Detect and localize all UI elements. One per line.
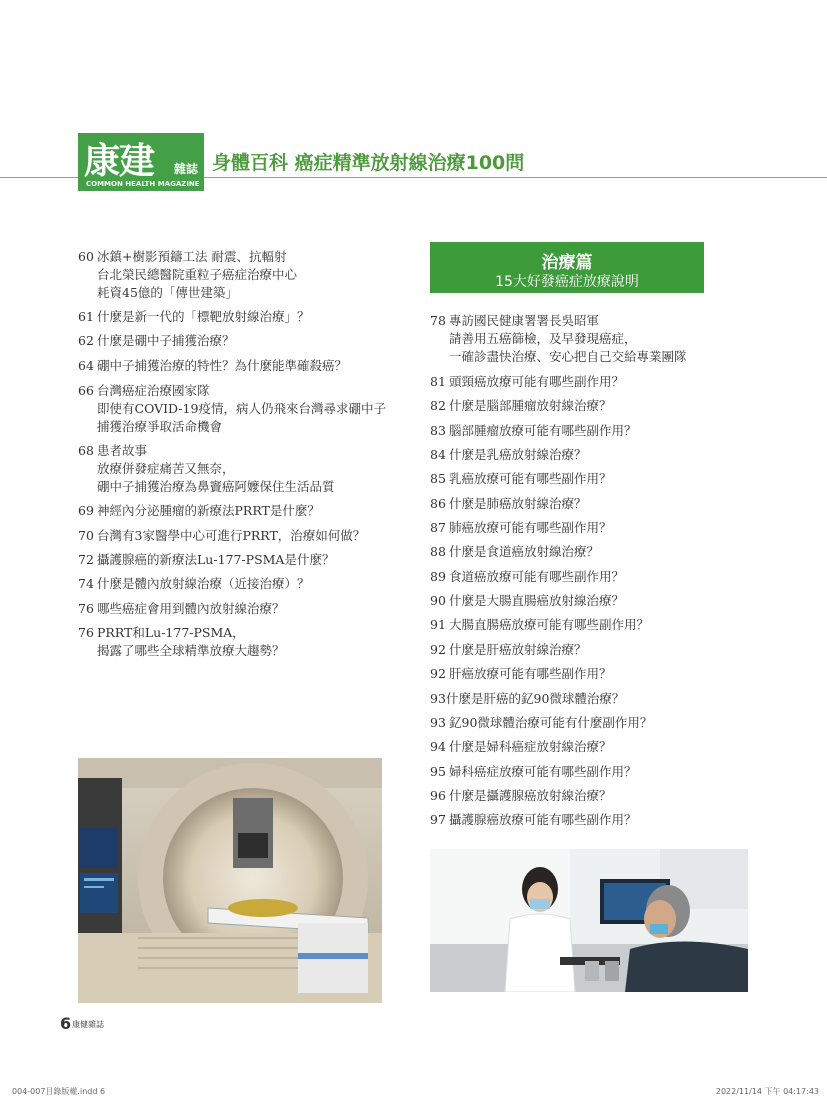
toc-line: 什麼是體內放射線治療（近接治療）？ (97, 576, 310, 591)
toc-line: 耗資45億的「傳世建築」 (97, 285, 238, 300)
toc-text: 什麼是攝護腺癌放射線治療？ (449, 788, 612, 803)
toc-line: 患者故事 (97, 443, 148, 458)
section-header-box (430, 242, 704, 293)
toc-line: 揭露了哪些全球精準放療大趨勢？ (97, 643, 285, 658)
toc-line: 硼中子捕獲治療為鼻竇癌阿嬤保住生活品質 (97, 479, 335, 494)
toc-line: 請善用五癌篩檢，及早發現癌症， (449, 331, 637, 346)
toc-page-number: 78 (430, 313, 446, 328)
toc-page-number: 88 (430, 544, 446, 559)
toc-page-number: 83 (430, 423, 446, 438)
toc-text (97, 382, 386, 436)
toc-page-number: 68 (78, 443, 94, 458)
toc-line: 攝護腺癌的新療法Lu-177-PSMA是什麼？ (97, 552, 335, 567)
footer-filename: 004-007目錄版權.indd 6 (12, 1087, 106, 1096)
toc-page-number: 76 (78, 601, 94, 616)
toc-line: 什麼是硼中子捕獲治療？ (97, 333, 235, 348)
doctor-consultation-illustration (430, 849, 748, 992)
toc-page-number: 81 (430, 374, 446, 389)
toc-text (97, 357, 347, 375)
toc-text (97, 248, 297, 302)
toc-text (97, 624, 285, 660)
toc-text (97, 600, 285, 618)
toc-page-number: 94 (430, 739, 446, 754)
toc-line: 捕獲治療爭取活命機會 (97, 419, 223, 434)
toc-line: 台灣有3家醫學中心可進行PRRT，治療如何做？ (97, 528, 366, 543)
toc-line: 什麼是新一代的「標靶放射線治療」？ (97, 309, 310, 324)
doctor-consultation-photo (430, 849, 748, 992)
toc-text: 肝癌放療可能有哪些副作用？ (449, 666, 612, 681)
logo-main-text: 康建 (84, 140, 155, 182)
footer-timestamp: 2022/11/14 下午 04:17:43 (715, 1087, 819, 1096)
toc-text: 什麼是腦部腫瘤放射線治療？ (449, 398, 612, 413)
toc-text: 什麼是婦科癌症放射線治療？ (449, 739, 612, 754)
toc-page-number: 92 (430, 666, 446, 681)
toc-page-number: 97 (430, 812, 446, 827)
magazine-logo (78, 133, 204, 191)
toc-text (97, 442, 335, 496)
toc-page-number: 90 (430, 593, 446, 608)
toc-line: 即使有COVID-19疫情，病人仍飛來台灣尋求硼中子 (97, 401, 386, 416)
toc-text (97, 502, 320, 520)
toc-text (97, 527, 365, 545)
toc-text: 婦科癌症放療可能有哪些副作用？ (449, 764, 637, 779)
logo-sub-text: 雜誌 (173, 162, 198, 176)
toc-page-number: 76 (78, 625, 94, 640)
toc-page-number: 66 (78, 383, 94, 398)
toc-text: 什麼是乳癌放射線治療？ (449, 447, 587, 462)
toc-line: 台灣癌症治療國家隊 (97, 383, 210, 398)
toc-text: 什麼是大腸直腸癌放射線治療？ (449, 593, 625, 608)
toc-text: 肺癌放療可能有哪些副作用？ (449, 520, 612, 535)
toc-page-number: 92 (430, 642, 446, 657)
toc-text: 什麼是肝癌放射線治療？ (449, 642, 587, 657)
toc-page-number: 69 (78, 503, 94, 518)
toc-line: 放療併發症痛苦又無奈， (97, 461, 235, 476)
radiotherapy-room-illustration (78, 758, 382, 1003)
toc-page-number: 74 (78, 576, 94, 591)
toc-page-number: 96 (430, 788, 446, 803)
toc-text: 頭頸癌放療可能有哪些副作用？ (449, 374, 625, 389)
toc-page-number: 62 (78, 333, 94, 348)
toc-page-number: 84 (430, 447, 446, 462)
toc-text: 大腸直腸癌放療可能有哪些副作用？ (449, 617, 650, 632)
toc-page-number: 95 (430, 764, 446, 779)
toc-page-number: 61 (78, 309, 94, 324)
toc-text: 什麼是肺癌放射線治療？ (449, 496, 587, 511)
page-title: 身體百科 癌症精準放射線治療100問 (212, 152, 525, 174)
toc-page-number: 91 (430, 617, 446, 632)
toc-page-number: 93 (430, 691, 446, 706)
toc-page-number: 82 (430, 398, 446, 413)
toc-text: 腦部腫瘤放療可能有哪些副作用？ (449, 423, 637, 438)
toc-page-number: 85 (430, 471, 446, 486)
toc-text: 食道癌放療可能有哪些副作用？ (449, 569, 625, 584)
toc-line: 神經內分泌腫瘤的新療法PRRT是什麼？ (97, 503, 320, 518)
toc-text: 乳癌放療可能有哪些副作用？ (449, 471, 612, 486)
toc-text: 釔90微球體治療可能有什麼副作用？ (449, 715, 653, 730)
logo-english-text: COMMON HEALTH MAGAZINE (86, 180, 200, 188)
toc-page-number: 93 (430, 715, 446, 730)
toc-line: 冰鎮+樹影預鑄工法 耐震、抗輻射 (97, 249, 287, 264)
toc-text: 什麼是食道癌放射線治療？ (449, 544, 600, 559)
toc-line: PRRT和Lu-177-PSMA， (97, 625, 245, 640)
toc-page-number: 87 (430, 520, 446, 535)
toc-line: 硼中子捕獲治療的特性？為什麼能準確殺癌？ (97, 358, 348, 373)
section-subtitle: 15大好發癌症放療說明 (495, 274, 639, 290)
toc-page-number: 70 (78, 528, 94, 543)
toc-line: 哪些癌症會用到體內放射線治療？ (97, 601, 285, 616)
toc-page-number: 89 (430, 569, 446, 584)
toc-text: 攝護腺癌放療可能有哪些副作用？ (449, 812, 637, 827)
toc-page-number: 86 (430, 496, 446, 511)
toc-text (97, 551, 334, 569)
page-magazine-name: 康健雜誌 (72, 1020, 104, 1029)
toc-page-number: 64 (78, 358, 94, 373)
toc-text (449, 312, 687, 366)
toc-line: 一確診盡快治療、安心把自己交給專業團隊 (449, 349, 687, 364)
toc-line: 專訪國民健康署署長吳昭軍 (449, 313, 600, 328)
toc-page-number: 72 (78, 552, 94, 567)
page-number: 6 (60, 1014, 72, 1033)
toc-text: 什麼是肝癌的釔90微球體治療？ (446, 691, 625, 706)
toc-text (97, 575, 310, 593)
section-title: 治療篇 (541, 253, 593, 273)
toc-text (97, 332, 235, 350)
toc-text (97, 308, 310, 326)
toc-page-number: 60 (78, 249, 94, 264)
toc-line: 台北榮民總醫院重粒子癌症治療中心 (97, 267, 298, 282)
radiotherapy-room-photo (78, 758, 382, 1003)
